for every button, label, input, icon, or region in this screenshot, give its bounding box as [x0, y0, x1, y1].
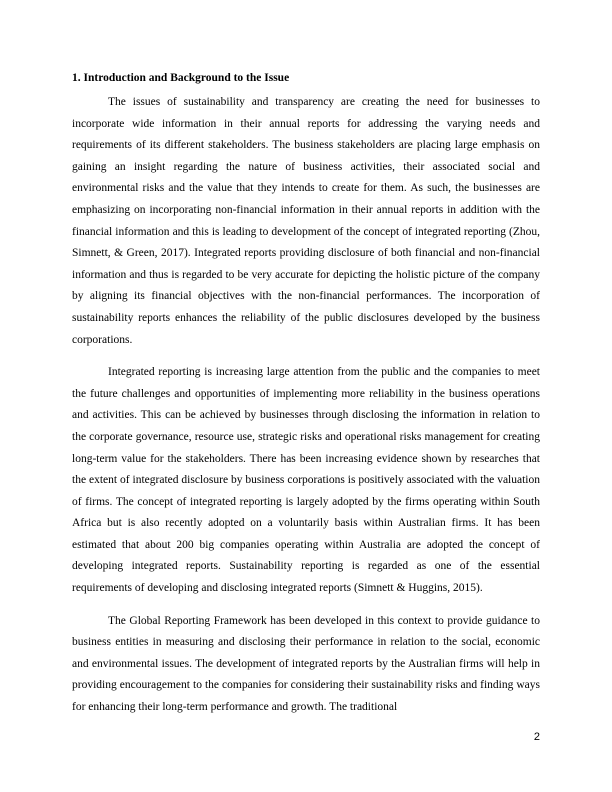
page-number: 2 — [533, 731, 540, 743]
paragraph-1: The issues of sustainability and transparency are creating the need for businesses to incorporate wide information in their annual reports for addressing the varying needs and requirements of its different stakeholders. The business stakeholders are placing large emphasis on gaining an insight regarding the nature of business activities, their associated social and environmental risks and the value that they intends to create for them. As such, the businesses are emphasizing on incorporating non-financial information in their annual reports in addition with the financial information and this is leading to development of the concept of integrated reporting (Zhou, Simnett, & Green, 2017). Integrated reports providing disclosure of both financial and non-financial information and thus is regarded to be very accurate for depicting the holistic picture of the company by aligning its financial objectives with the non-financial performances. The incorporation of sustainability reports enhances the reliability of the public disclosures developed by the business corporations. — [72, 96, 540, 346]
paragraph-3: The Global Reporting Framework has been developed in this context to provide guidance to business entities in measuring and disclosing their performance in relation to the social, economic and environmental issues. The development of integrated reports by the Australian firms will help in providing encouragement to the companies for considering their sustainability risks and finding ways for enhancing their long-term performance and growth. The traditional — [72, 614, 540, 714]
page-content — [72, 70, 540, 730]
section-heading: 1. Introduction and Background to the Issue — [72, 72, 290, 84]
paragraph-2: Integrated reporting is increasing large attention from the public and the companies to meet the future challenges and opportunities of implementing more reliability in the business operations and activities. This can be achieved by businesses through disclosing the information in relation to the corporate governance, resource use, strategic risks and operational risks management for creating long-term value for the stakeholders. There has been increasing evidence shown by researches that the extent of integrated disclosure by business corporations is positively associated with the valuation of firms. The concept of integrated reporting is largely adopted by the firms operating within South Africa but is also recently adopted on a voluntarily basis within Australian firms. It has been estimated that about 200 big companies operating within Australia are adopted the concept of developing integrated reports. Sustainability reporting is regarded as one of the essential requirements of developing and disclosing integrated reports (Simnett & Huggins, 2015). — [72, 366, 540, 595]
